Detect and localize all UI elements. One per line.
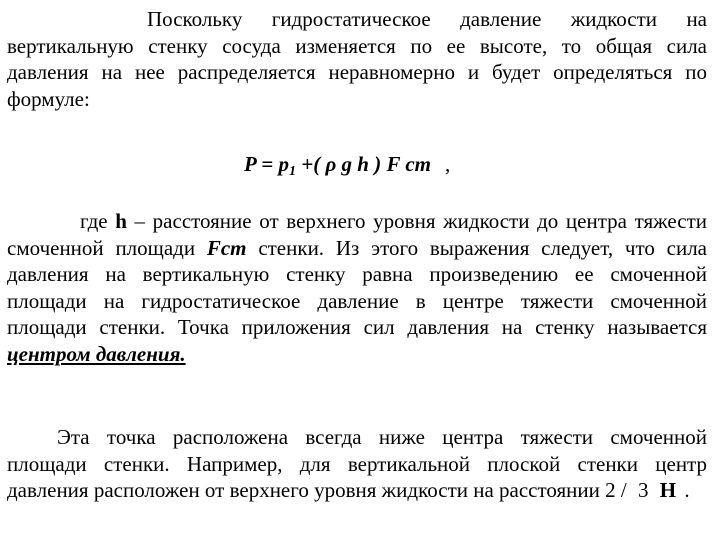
variable-h: h xyxy=(115,209,127,233)
paragraph-location xyxy=(7,424,707,504)
formula-subscript: 1 xyxy=(289,164,297,179)
pressure-formula xyxy=(244,152,450,180)
formula-lhs: P = p xyxy=(244,152,290,176)
location-end: . xyxy=(679,478,690,503)
variable-H: Н xyxy=(659,478,680,503)
explanation-text-2: – расстояние от верхнего уровня жидкости до центра тяжести смоченной площади xyxy=(7,209,707,260)
paragraph-intro xyxy=(7,6,707,112)
explanation-text-1: где xyxy=(80,209,116,233)
explanation-text-3: стенки. Из этого выражения следует, что сила давления на вертикальную стенку равна произведению ее смоченной площади на гидростатическое давление в центре тяжести смоченной площади стенки. Точка приложения сил давления на стенку называется xyxy=(7,235,707,340)
location-text-1: Эта точка расположена всегда ниже центра тяжести смоченной площади стенки. Например, для вертикальной плоской стенки центр давления расположен от верхнего уровня жидкости на расстоянии 2 xyxy=(7,425,707,503)
formula-rhs: +( ρ g h ) F cm xyxy=(296,152,431,176)
location-fraction: / 3 xyxy=(620,478,660,503)
formula-comma: , xyxy=(445,152,451,176)
term-center-of-pressure: центром давления. xyxy=(7,341,186,366)
paragraph-explanation xyxy=(7,208,707,368)
variable-fcm: Fcm xyxy=(206,235,247,260)
paragraph-intro-text: Поскольку гидростатическое давление жидкости на вертикальную стенку сосуда изменяется по ее высоте, то общая сила давления на нее распределяется неравномерно и будет определяться по формуле: xyxy=(7,7,707,111)
